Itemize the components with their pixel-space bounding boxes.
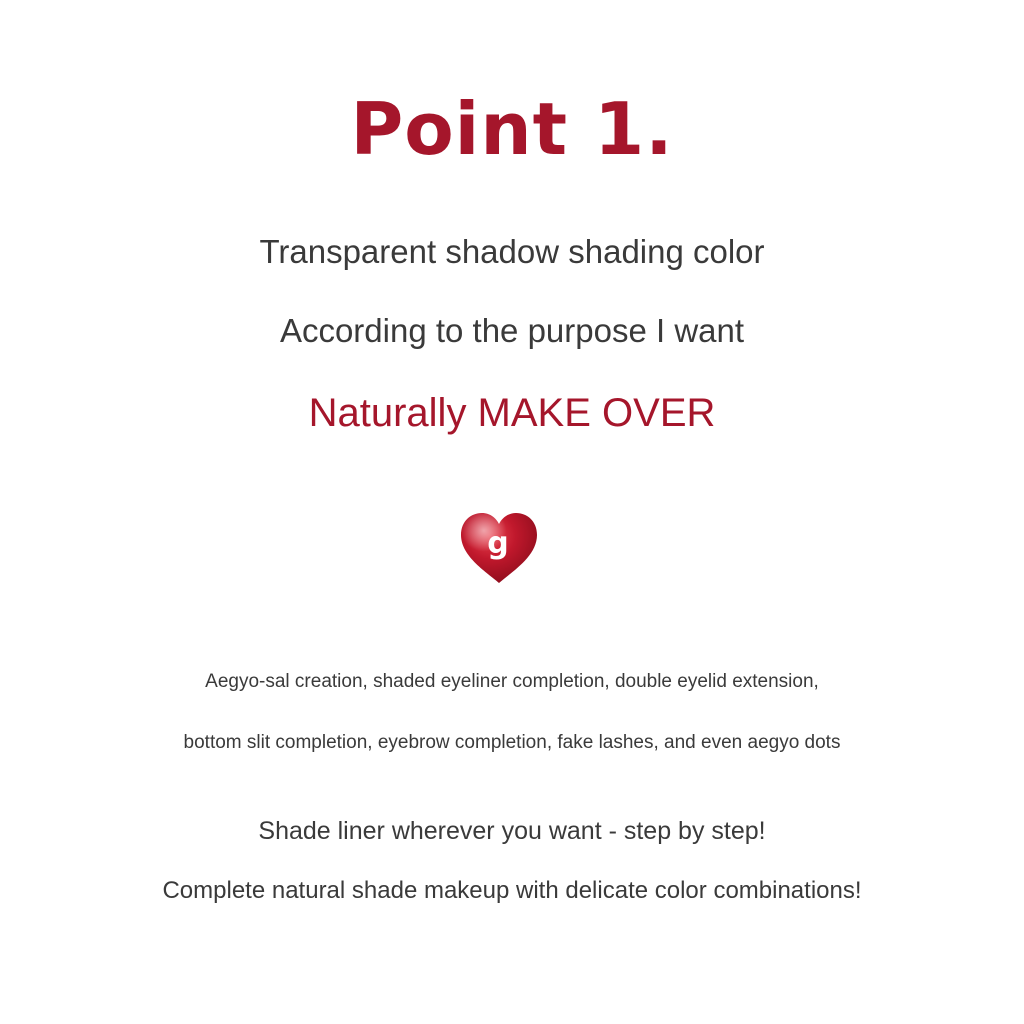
closing-line-1: Shade liner wherever you want - step by step!: [258, 817, 766, 845]
closing-line-2: Complete natural shade makeup with delicate color combinations!: [162, 877, 862, 904]
detail-line-2: bottom slit completion, eyebrow completion, fake lashes, and even aegyo dots: [183, 732, 841, 753]
highlight-text: Naturally MAKE OVER: [308, 391, 716, 435]
page-title: Point 1.: [350, 87, 674, 171]
heart-g-logo-icon: [458, 511, 540, 585]
intro-line-2: According to the purpose I want: [279, 312, 745, 349]
logo-letter: g: [487, 526, 509, 561]
intro-line-1: Transparent shadow shading color: [259, 233, 765, 270]
detail-line-1: Aegyo-sal creation, shaded eyeliner completion, double eyelid extension,: [205, 671, 819, 692]
